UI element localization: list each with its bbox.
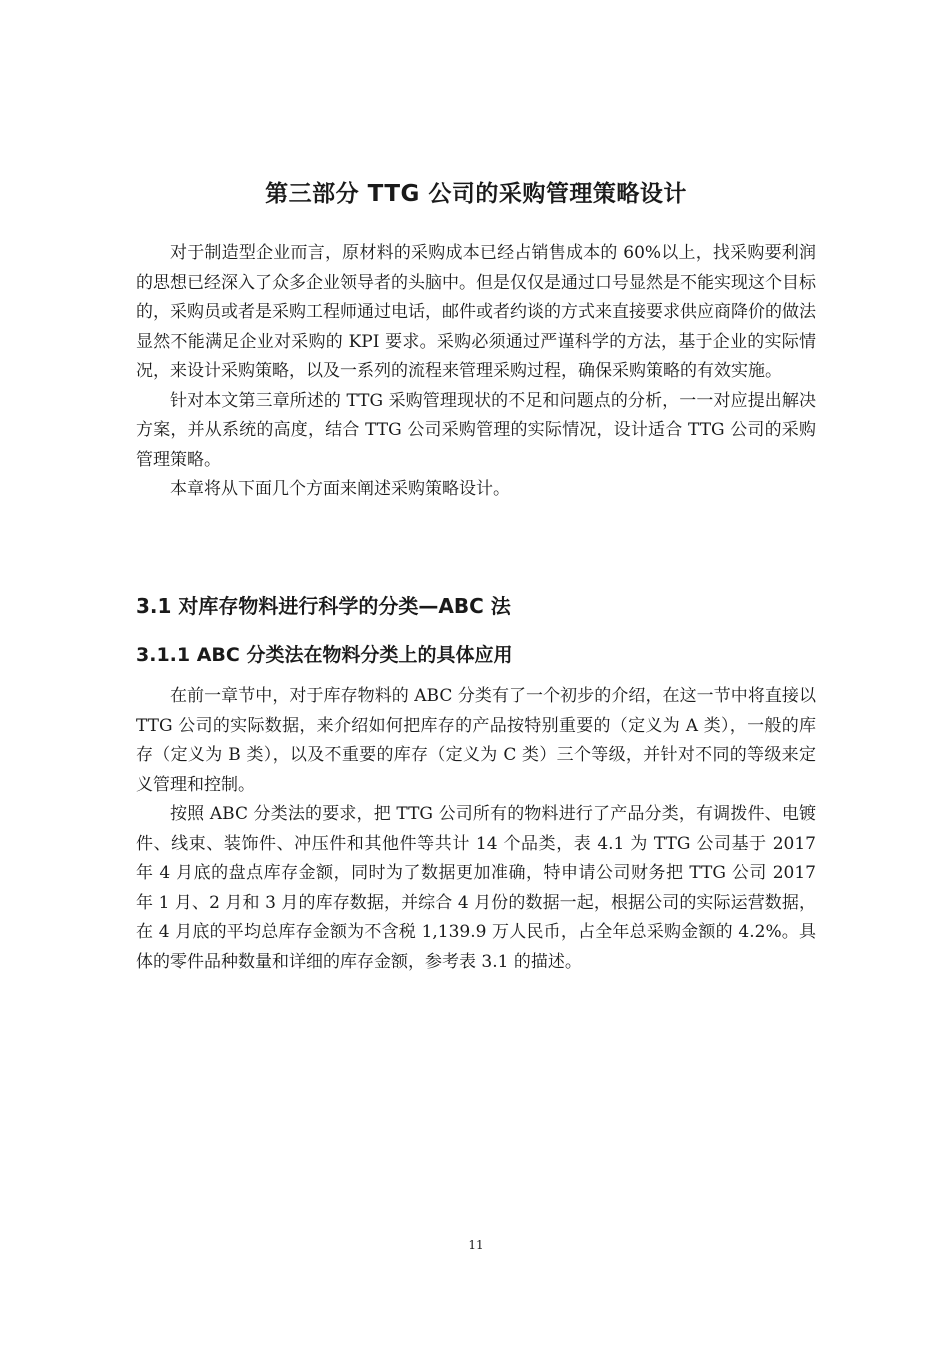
intro-paragraph-2: 针对本文第三章所述的 TTG 采购管理现状的不足和问题点的分析，一一对应提出解决方案，并从系统的高度，结合 TTG 公司采购管理的实际情况，设计适合 TTG 公司的采购管理策略。 [136,390,816,470]
chapter-title: 第三部分 TTG 公司的采购管理策略设计 [265,181,687,207]
page-number: 11 [468,1238,484,1252]
section-paragraph-1: 在前一章节中，对于库存物料的 ABC 分类有了一个初步的介绍，在这一节中将直接以 TTG 公司的实际数据，来介绍如何把库存的产品按特别重要的（定义为 A 类），一般的库存（定义为 B 类），以及不重要的库存（定义为 C 类）三个等级，并针对不同的等级来定义管理和控制。 [136,686,816,795]
intro-paragraph-3: 本章将从下面几个方面来阐述采购策略设计。 [170,479,510,499]
subsection-heading: 3.1.1 ABC 分类法在物料分类上的具体应用 [136,644,513,666]
section-text-block [136,682,816,977]
section-heading: 3.1 对库存物料进行科学的分类—ABC 法 [136,594,511,618]
intro-text-block [136,239,816,505]
section-paragraph-2: 按照 ABC 分类法的要求，把 TTG 公司所有的物料进行了产品分类，有调拨件、电镀件、线束、装饰件、冲压件和其他件等共计 14 个品类，表 4.1 为 TTG 公司基于 2017 年 4 月底的盘点库存金额，同时为了数据更加准确，特申请公司财务把 TTG 公司 2017 年 1 月、2 月和 3 月的库存数据，并综合 4 月份的数据一起，根据公司的实际运营数据，在 4 月底的平均总库存金额为不含税 1,139.9 万人民币，占全年总采购金额的 4.2%。具体的零件品种数量和详细的库存金额，参考表 3.1 的描述。 [136,804,816,972]
intro-paragraph-1: 对于制造型企业而言，原材料的采购成本已经占销售成本的 60%以上，找采购要利润的思想已经深入了众多企业领导者的头脑中。但是仅仅是通过口号显然是不能实现这个目标的，采购员或者是采购工程师通过电话，邮件或者约谈的方式来直接要求供应商降价的做法显然不能满足企业对采购的 KPI 要求。采购必须通过严谨科学的方法，基于企业的实际情况，来设计采购策略，以及一系列的流程来管理采购过程，确保采购策略的有效实施。 [136,243,816,381]
